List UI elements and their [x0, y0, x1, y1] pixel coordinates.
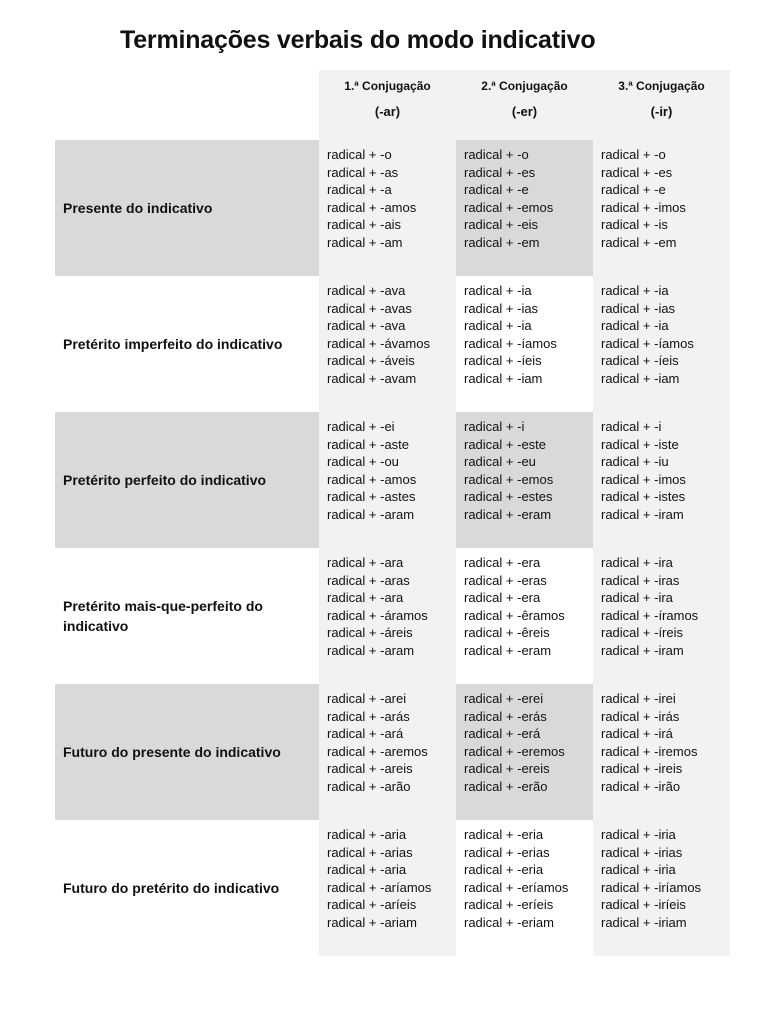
ending-item: radical + -iras — [601, 572, 680, 588]
ending-item: radical + -eríeis — [464, 897, 554, 913]
ending-item: radical + -ireis — [601, 761, 683, 777]
ending-item: radical + -ou — [327, 454, 399, 470]
endings-cell-ir — [593, 548, 730, 684]
conjugation-name: 3.ª Conjugação — [618, 79, 705, 93]
ending-item: radical + -is — [601, 217, 668, 233]
ending-item: radical + -ereis — [464, 761, 550, 777]
ending-item: radical + -ei — [327, 419, 395, 434]
ending-item: radical + -erão — [464, 778, 548, 794]
ending-item: radical + -áramos — [327, 607, 428, 623]
ending-item: radical + -eriam — [464, 914, 554, 930]
ending-item: radical + -ara — [327, 590, 404, 606]
ending-item: radical + -ariam — [327, 914, 417, 930]
ending-item: radical + -ia — [464, 318, 532, 334]
endings-cell-ir — [593, 412, 730, 548]
ending-item: radical + -eram — [464, 506, 552, 522]
ending-item: radical + -iam — [464, 370, 543, 386]
table-body — [55, 140, 730, 956]
ending-item: radical + -ias — [464, 300, 539, 316]
endings-list — [327, 826, 456, 932]
ending-item: radical + -era — [464, 590, 541, 606]
tense-label: Pretérito perfeito do indicativo — [55, 412, 319, 548]
ending-item: radical + -eríamos — [464, 879, 569, 895]
ending-item: radical + -iria — [601, 827, 676, 842]
ending-item: radical + -aras — [327, 572, 410, 588]
conjugation-name: 2.ª Conjugação — [481, 79, 568, 93]
ending-item: radical + -o — [601, 147, 666, 162]
endings-cell-ir — [593, 140, 730, 276]
ending-item: radical + -áveis — [327, 353, 415, 369]
ending-item: radical + -a — [327, 182, 392, 198]
ending-item: radical + -aríeis — [327, 897, 417, 913]
tense-label: Futuro do presente do indicativo — [55, 684, 319, 820]
ending-item: radical + -erei — [464, 691, 544, 706]
ending-item: radical + -erias — [464, 844, 550, 860]
ending-item: radical + -irás — [601, 708, 680, 724]
ending-item: radical + -iríeis — [601, 897, 686, 913]
ending-item: radical + -estes — [464, 489, 553, 505]
ending-item: radical + -irá — [601, 726, 673, 742]
ending-item: radical + -iam — [601, 370, 680, 386]
ending-item: radical + -imos — [601, 199, 686, 215]
ending-item: radical + -aria — [327, 862, 407, 878]
ending-item: radical + -íramos — [601, 607, 699, 623]
endings-list — [601, 826, 730, 932]
ending-item: radical + -ia — [464, 283, 532, 298]
ending-item: radical + -ias — [601, 300, 676, 316]
ending-item: radical + -aram — [327, 642, 415, 658]
table-row — [55, 140, 730, 276]
endings-list — [601, 146, 730, 252]
ending-item: radical + -êreis — [464, 625, 550, 641]
endings-list — [601, 690, 730, 796]
endings-cell-ar — [319, 140, 456, 276]
ending-item: radical + -íeis — [464, 353, 542, 369]
ending-item: radical + -emos — [464, 471, 554, 487]
ending-item: radical + -avam — [327, 370, 417, 386]
ending-item: radical + -areis — [327, 761, 413, 777]
endings-cell-ir — [593, 820, 730, 956]
ending-item: radical + -eram — [464, 642, 552, 658]
endings-cell-ar — [319, 412, 456, 548]
ending-item: radical + -e — [464, 182, 529, 198]
ending-item: radical + -eria — [464, 827, 544, 842]
ending-item: radical + -ara — [327, 555, 404, 570]
ending-item: radical + -áreis — [327, 625, 413, 641]
endings-cell-ir — [593, 276, 730, 412]
ending-item: radical + -íamos — [601, 335, 694, 351]
ending-item: radical + -íamos — [464, 335, 557, 351]
endings-cell-ar — [319, 548, 456, 684]
ending-item: radical + -o — [327, 147, 392, 162]
ending-item: radical + -irei — [601, 691, 676, 706]
ending-item: radical + -es — [601, 164, 673, 180]
ending-item: radical + -o — [464, 147, 529, 162]
endings-list — [601, 282, 730, 388]
ending-item: radical + -arás — [327, 708, 410, 724]
tense-label: Futuro do pretérito do indicativo — [55, 820, 319, 956]
ending-item: radical + -es — [464, 164, 536, 180]
ending-item: radical + -era — [464, 555, 541, 570]
ending-item: radical + -arias — [327, 844, 413, 860]
endings-list — [464, 690, 593, 796]
table-row — [55, 548, 730, 684]
tense-label: Pretérito mais-que-perfeito do indicativo — [55, 548, 319, 684]
endings-cell-ar — [319, 820, 456, 956]
ending-item: radical + -ira — [601, 555, 673, 570]
conjugation-name: 1.ª Conjugação — [344, 79, 431, 93]
tense-label: Presente do indicativo — [55, 140, 319, 276]
ending-item: radical + -aria — [327, 827, 407, 842]
ending-item: radical + -istes — [601, 489, 686, 505]
ending-item: radical + -ia — [601, 283, 669, 298]
endings-cell-ir — [593, 684, 730, 820]
ending-item: radical + -erás — [464, 708, 547, 724]
ending-item: radical + -ará — [327, 726, 404, 742]
ending-item: radical + -aremos — [327, 743, 428, 759]
header-third-conjugation — [593, 70, 730, 140]
table-row — [55, 820, 730, 956]
ending-item: radical + -êramos — [464, 607, 565, 623]
ending-item: radical + -i — [464, 419, 525, 434]
endings-list — [327, 690, 456, 796]
ending-item: radical + -ira — [601, 590, 673, 606]
ending-item: radical + -iriam — [601, 914, 687, 930]
ending-item: radical + -ia — [601, 318, 669, 334]
ending-item: radical + -aram — [327, 506, 415, 522]
ending-item: radical + -eu — [464, 454, 536, 470]
ending-item: radical + -ava — [327, 283, 406, 298]
endings-list — [601, 418, 730, 524]
endings-list — [327, 146, 456, 252]
ending-item: radical + -eremos — [464, 743, 565, 759]
ending-item: radical + -iria — [601, 862, 676, 878]
ending-item: radical + -erá — [464, 726, 541, 742]
endings-list — [464, 146, 593, 252]
endings-list — [327, 554, 456, 660]
ending-item: radical + -arei — [327, 691, 407, 706]
ending-item: radical + -iu — [601, 454, 669, 470]
endings-cell-ar — [319, 684, 456, 820]
verb-endings-table — [55, 70, 730, 956]
ending-item: radical + -imos — [601, 471, 686, 487]
endings-cell-er — [456, 548, 593, 684]
tense-label: Pretérito imperfeito do indicativo — [55, 276, 319, 412]
ending-item: radical + -aríamos — [327, 879, 432, 895]
conjugation-suffix: (-ir) — [650, 104, 673, 119]
ending-item: radical + -eis — [464, 217, 539, 233]
endings-cell-er — [456, 820, 593, 956]
ending-item: radical + -eras — [464, 572, 547, 588]
ending-item: radical + -este — [464, 436, 547, 452]
table-row — [55, 276, 730, 412]
endings-list — [327, 282, 456, 388]
endings-list — [464, 826, 593, 932]
endings-list — [601, 554, 730, 660]
endings-cell-er — [456, 140, 593, 276]
ending-item: radical + -am — [327, 234, 403, 250]
ending-item: radical + -amos — [327, 471, 417, 487]
ending-item: radical + -avas — [327, 300, 412, 316]
ending-item: radical + -irias — [601, 844, 683, 860]
ending-item: radical + -iríamos — [601, 879, 702, 895]
endings-list — [464, 282, 593, 388]
ending-item: radical + -e — [601, 182, 666, 198]
ending-item: radical + -iremos — [601, 743, 698, 759]
ending-item: radical + -iram — [601, 506, 684, 522]
ending-item: radical + -aste — [327, 436, 410, 452]
ending-item: radical + -astes — [327, 489, 416, 505]
ending-item: radical + -ava — [327, 318, 406, 334]
endings-cell-er — [456, 276, 593, 412]
ending-item: radical + -i — [601, 419, 662, 434]
table-row — [55, 412, 730, 548]
ending-item: radical + -ávamos — [327, 335, 430, 351]
ending-item: radical + -em — [601, 234, 677, 250]
ending-item: radical + -íeis — [601, 353, 679, 369]
header-first-conjugation — [319, 70, 456, 140]
endings-cell-er — [456, 412, 593, 548]
ending-item: radical + -as — [327, 164, 399, 180]
table-header-row — [55, 70, 730, 140]
ending-item: radical + -amos — [327, 199, 417, 215]
page-title: Terminações verbais do modo indicativo — [120, 26, 596, 54]
endings-list — [464, 418, 593, 524]
ending-item: radical + -ais — [327, 217, 402, 233]
endings-cell-ar — [319, 276, 456, 412]
endings-list — [464, 554, 593, 660]
header-blank-cell — [55, 70, 319, 140]
ending-item: radical + -iste — [601, 436, 679, 452]
ending-item: radical + -arão — [327, 778, 411, 794]
ending-item: radical + -emos — [464, 199, 554, 215]
ending-item: radical + -iram — [601, 642, 684, 658]
conjugation-suffix: (-ar) — [374, 104, 401, 119]
endings-cell-er — [456, 684, 593, 820]
header-second-conjugation — [456, 70, 593, 140]
conjugation-suffix: (-er) — [511, 104, 538, 119]
ending-item: radical + -irão — [601, 778, 681, 794]
ending-item: radical + -eria — [464, 862, 544, 878]
table-row — [55, 684, 730, 820]
endings-list — [327, 418, 456, 524]
ending-item: radical + -íreis — [601, 625, 683, 641]
ending-item: radical + -em — [464, 234, 540, 250]
